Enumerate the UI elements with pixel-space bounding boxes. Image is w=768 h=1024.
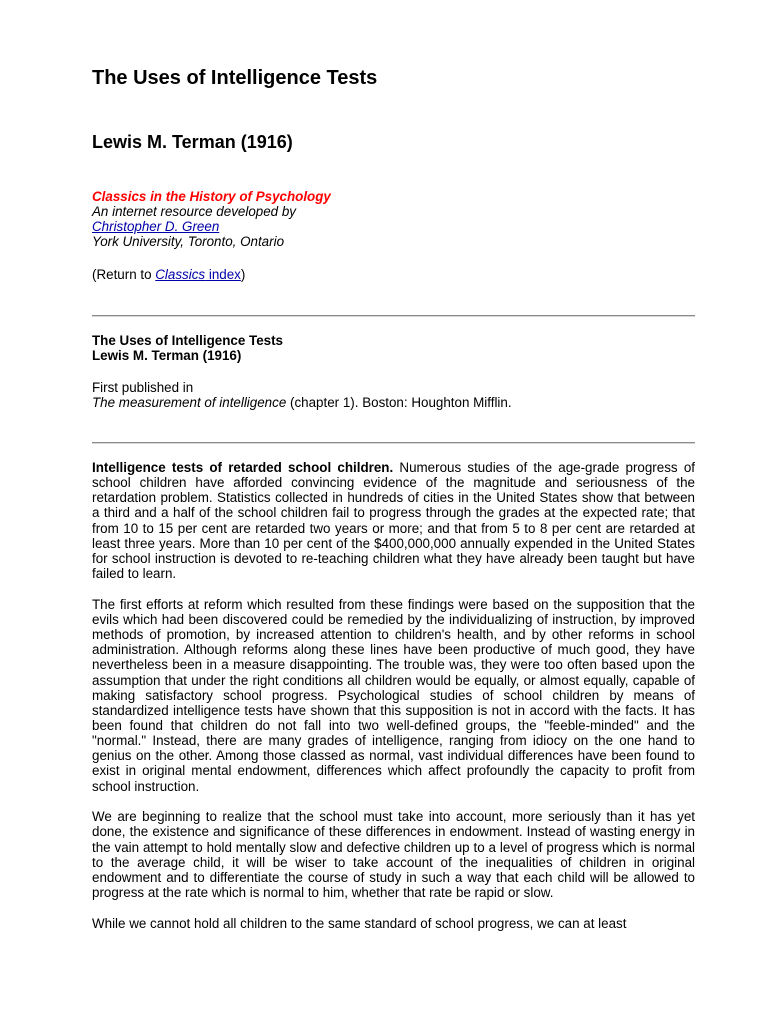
- divider-bottom: [92, 442, 695, 444]
- developer-link[interactable]: Christopher D. Green: [92, 219, 220, 234]
- return-suffix: ): [240, 267, 246, 282]
- page-title: The Uses of Intelligence Tests: [92, 67, 378, 89]
- publication-citation: [92, 395, 512, 410]
- divider-top: [92, 315, 695, 317]
- subheading-block: [92, 333, 283, 363]
- section-run-in-heading: Intelligence tests of retarded school children.: [92, 460, 394, 475]
- developed-by-text: An internet resource developed by: [92, 204, 296, 219]
- series-title: Classics in the History of Psychology: [92, 189, 331, 204]
- return-line: [92, 267, 245, 282]
- paragraph-2: The first efforts at reform which resulted from these findings were based on the supposition that the evils which had been discovered could be remedied by the individualizing of instruction, by improved methods of promotion, by increased attention to children's health, and by other reforms in school administration. Although reforms along these lines have been productive of much good, they have nevertheless been in a measure disappointing. The trouble was, they were too often based upon the assumption that under the right conditions all children would be equally, or almost equally, capable of making satisfactory school progress. Psychological studies of school children by means of standardized intelligence tests have shown that this supposition is not in accord with the facts. It has been found that children do not fall into two well-defined groups, the "feeble-minded" and the "normal." Instead, there are many grades of intelligence, ranging from idiocy on the one hand to genius on the other. Among those classed as normal, vast individual differences have been found to exist in original mental endowment, differences which affect profoundly the capacity to profit from school instruction.: [92, 596, 695, 794]
- publication-block: [92, 380, 512, 410]
- publication-intro: First published in: [92, 380, 194, 395]
- institution-text: York University, Toronto, Ontario: [92, 234, 285, 249]
- author-line: Lewis M. Terman (1916): [92, 132, 293, 152]
- classics-link-italic: Classics: [155, 267, 206, 282]
- paragraph-4: While we cannot hold all children to the same standard of school progress, we can at least: [92, 915, 627, 931]
- classics-index-link[interactable]: [155, 267, 241, 282]
- source-block: [92, 189, 331, 249]
- publication-work: The measurement of intelligence: [92, 395, 287, 410]
- return-prefix: (Return to: [92, 267, 156, 282]
- subheading-title: The Uses of Intelligence Tests: [92, 333, 283, 348]
- paragraph-3: We are beginning to realize that the school must take into account, more seriously than it has yet done, the existence and significance of these differences in endowment. Instead of wasting energy in the vain attempt to hold mentally slow and defective children up to a level of progress which is normal to the average child, it will be wiser to take account of the inequalities of children in original endowment and to differentiate the course of study in such a way that each child will be allowed to progress at the rate which is normal to him, whether that rate be rapid or slow.: [92, 809, 695, 901]
- publication-details: (chapter 1). Boston: Houghton Mifflin.: [286, 395, 512, 410]
- subheading-author: Lewis M. Terman (1916): [92, 348, 242, 363]
- article-body: [92, 460, 695, 946]
- index-link-text: index: [205, 267, 241, 282]
- paragraph-1: [92, 460, 695, 581]
- paragraph-1-text: Numerous studies of the age-grade progress of school children have afforded convincing evidence of the magnitude and seriousness of the retardation problem. Statistics collected in hundreds of cities in the United States show that between a third and a half of the school children fail to progress through the grades at the expected rate; that from 10 to 15 per cent are retarded two years or more; and that from 5 to 8 per cent are retarded at least three years. More than 10 per cent of the $400,000,000 annually expended in the United States for school instruction is devoted to re-teaching children what they have already been taught but have failed to learn.: [92, 460, 695, 582]
